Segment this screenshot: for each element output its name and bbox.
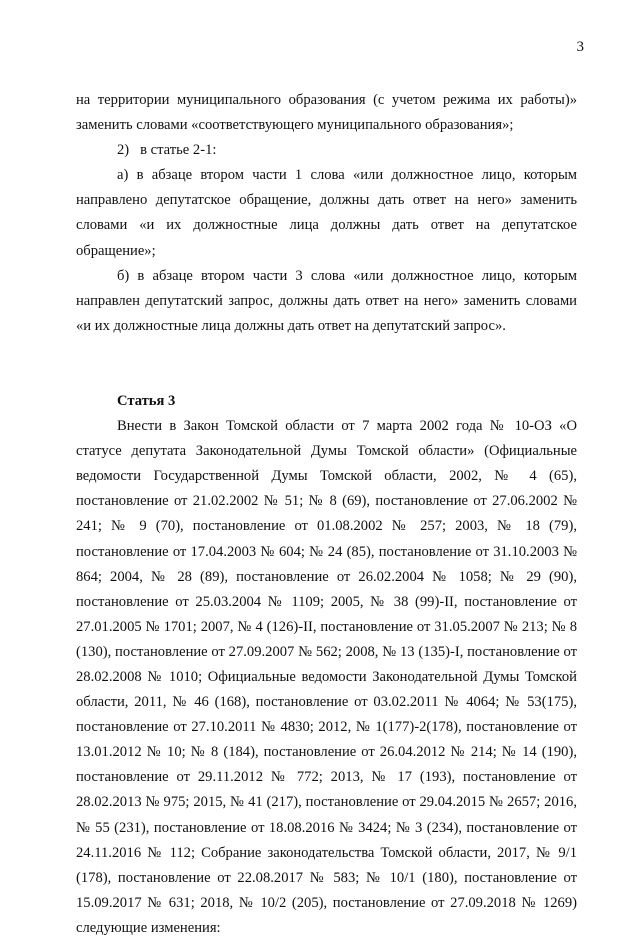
article-paragraph: Внести в Закон Томской области от 7 марта 2002 года № 10-ОЗ «О статусе депутата Законодательной Думы Томской области» (Официальные ведомости Государственной Думы Томской области, 2002, № 4 (65), постановление от 21.02.2002 № 51; № 8 (69), постановление от 27.06.2002 № 241; № 9 (70), постановление от 01.08.2002 № 257; 2003, № 18 (79), постановление от 17.04.2003 № 604; № 24 (85), постановление от 31.10.2003 № 864; 2004, № 28 (89), постановление от 26.02.2004 № 1058; № 29 (90), постановление от 25.03.2004 № 1109; 2005, № 38 (99)-II, постановление от 27.01.2005 № 1701; 2007, № 4 (126)-II, постановление от 31.05.2007 № 213; № 8 (130), постановление от 27.09.2007 № 562; 2008, № 13 (135)-I, постановление от 28.02.2008 № 1010; Официальные ведомости Законодательной Думы Томской области, 2011, № 46 (168), постановление от 03.02.2011 № 4064; № 53(175), постановление от 27.10.2011 № 4830; 2012, № 1(177)-2(178), постановление от 13.01.2012 № 10; № 8 (184), постановление от 26.04.2012 № 214; № 14 (190), постановление от 29.11.2012 № 772; 2013, № 17 (193), постановление от 28.02.2013 № 975; 2015, № 41 (217), постановление от 29.04.2015 № 2657; 2016, № 55 (231), постановление от 18.08.2016 № 3424; № 3 (234), постановление от 24.11.2016 № 112; Собрание законодательства Томской области, 2017, № 9/1 (178), постановление от 22.08.2017 № 583; № 10/1 (180), постановление от 15.09.2017 № 631; 2018, № 10/2 (205), постановление от 27.09.2018 № 1269) следующие изменения: <box>76 418 577 936</box>
article-heading: Статья 3 <box>117 392 176 409</box>
subitem-b: б) в абзаце втором части 3 слова «или должностное лицо, которым направлен депутатский запрос, должны дать ответ на него» заменить словами «и их должностные лица должны дать ответ на депутатский запрос». <box>76 267 577 334</box>
section-spacer <box>76 339 577 389</box>
paragraph-continuation: на территории муниципального образования (с учетом режима их работы)» заменить словами «соответствующего муниципального образования»; <box>76 92 577 134</box>
list-item-2: 2) в статье 2-1: <box>117 142 217 159</box>
subitem-a: а) в абзаце втором части 1 слова «или должностное лицо, которым направлено депутатское обращение, должны дать ответ на него» заменить словами «и их должностные лица должны дать ответ на депутатское обращение»; <box>76 167 577 259</box>
document-body <box>76 88 577 941</box>
page-number: 3 <box>576 39 584 55</box>
